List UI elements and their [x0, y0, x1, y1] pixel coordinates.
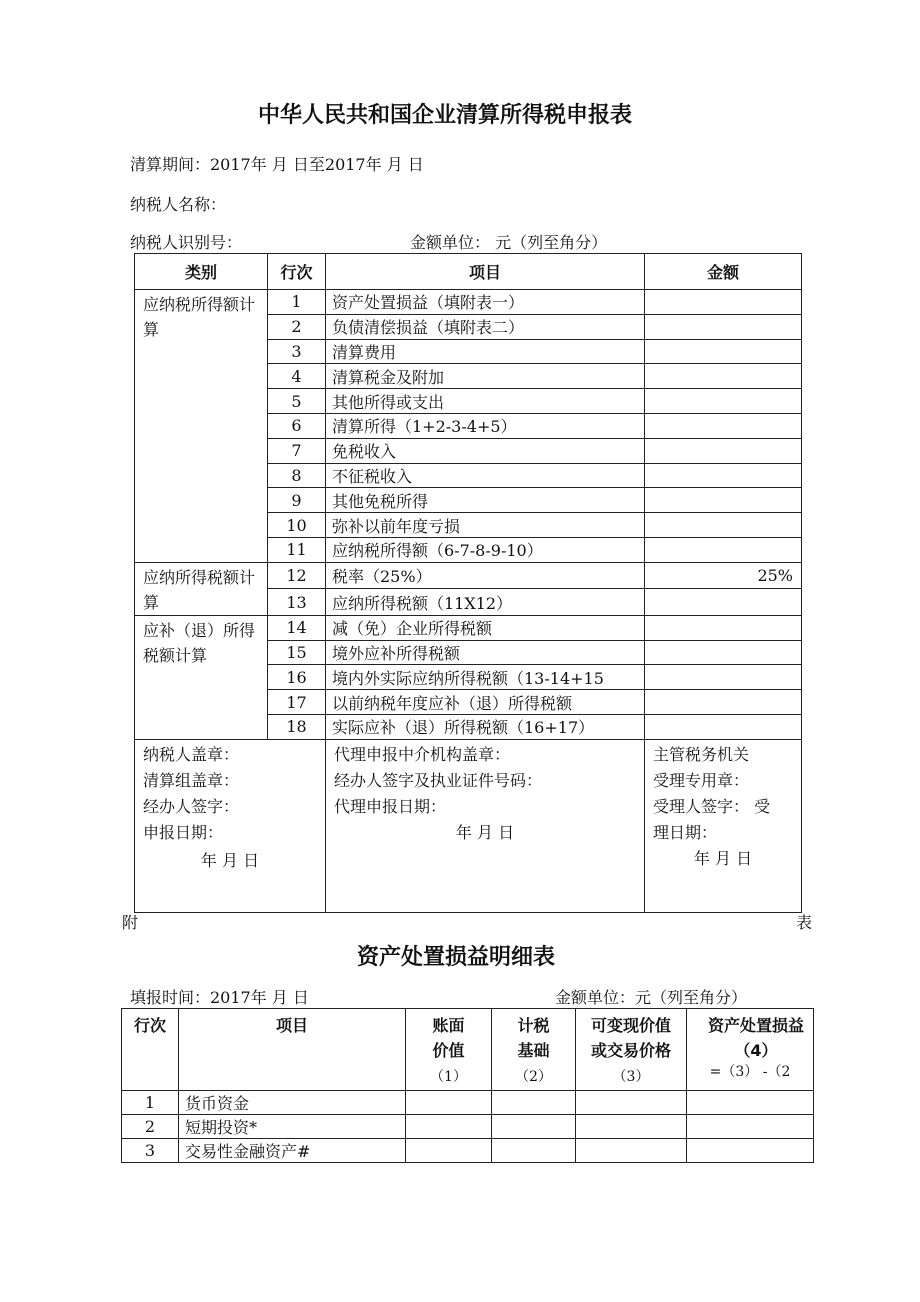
table-row — [122, 1115, 814, 1139]
amount-cell[interactable] — [645, 640, 802, 665]
row-item: 应纳税所得额（6-7-8-9-10） — [326, 537, 645, 562]
clearing-tax-table — [134, 253, 802, 913]
agent-date: 年 月 日 — [455, 822, 515, 842]
row-item: 其他免税所得 — [326, 488, 645, 513]
book-value-cell[interactable] — [406, 1139, 492, 1163]
acceptance-date-label: 理日期： — [653, 822, 718, 842]
row-item: 清算税金及附加 — [326, 364, 645, 389]
amount-cell[interactable] — [645, 589, 802, 616]
row-number: 4 — [268, 364, 326, 389]
row-item: 负债清偿损益（填附表二） — [326, 314, 645, 339]
header-row-number: 行次 — [122, 1009, 179, 1091]
amount-cell[interactable] — [645, 438, 802, 463]
amount-cell[interactable] — [645, 389, 802, 414]
header-realizable-value: 可变现价值或交易价格 （3） — [576, 1009, 687, 1091]
row-number: 15 — [268, 640, 326, 665]
disposal-gain-cell[interactable] — [687, 1115, 814, 1139]
header-book-value: 账面价值 （1） — [406, 1009, 492, 1091]
header-row-number: 行次 — [268, 254, 326, 290]
taxpayer-name-label: 纳税人名称： — [130, 195, 227, 214]
header-amount: 金额 — [645, 254, 802, 290]
taxpayer-id-label: 纳税人识别号： — [130, 233, 243, 252]
row-item: 清算所得（1+2-3-4+5） — [326, 413, 645, 438]
table-header-row — [122, 1009, 814, 1091]
tax-authority-block — [645, 739, 802, 912]
header-tax-basis: 计税基础 （2） — [492, 1009, 576, 1091]
amount-cell[interactable] — [645, 339, 802, 364]
row-item: 免税收入 — [326, 438, 645, 463]
row-number: 17 — [268, 690, 326, 715]
row-item: 不征税收入 — [326, 463, 645, 488]
agent-filing-date-label: 代理申报日期： — [334, 796, 447, 816]
realizable-value-cell[interactable] — [576, 1091, 687, 1115]
amount-cell[interactable] — [645, 665, 802, 690]
amount-cell[interactable] — [645, 690, 802, 715]
authority-date: 年 月 日 — [693, 848, 753, 868]
row-number: 18 — [268, 714, 326, 739]
disposal-gain-cell[interactable] — [687, 1091, 814, 1115]
row-number: 13 — [268, 589, 326, 616]
amount-cell[interactable] — [645, 314, 802, 339]
amount-cell[interactable]: 25% — [645, 562, 802, 589]
book-value-cell[interactable] — [406, 1091, 492, 1115]
acceptance-seal-label: 受理专用章： — [653, 770, 750, 790]
row-number: 9 — [268, 488, 326, 513]
main-form-title: 中华人民共和国企业清算所得税申报表 — [258, 103, 633, 128]
tax-basis-cell[interactable] — [492, 1091, 576, 1115]
table-row — [122, 1139, 814, 1163]
table-row — [135, 290, 802, 315]
row-number: 16 — [268, 665, 326, 690]
book-value-cell[interactable] — [406, 1115, 492, 1139]
handler-signature-label: 经办人签字： — [143, 796, 240, 816]
row-number: 1 — [122, 1091, 179, 1115]
signature-row — [135, 739, 802, 912]
agent-seal-label: 代理申报中介机构盖章： — [334, 744, 511, 764]
row-item: 境内外实际应纳所得税额（13-14+15 — [326, 665, 645, 690]
attachment-label-left: 附 — [122, 913, 139, 932]
row-item: 应纳所得税额（11X12） — [326, 589, 645, 616]
table-row — [135, 562, 802, 589]
amount-cell[interactable] — [645, 513, 802, 538]
row-number: 8 — [268, 463, 326, 488]
row-number: 6 — [268, 413, 326, 438]
row-number: 3 — [122, 1139, 179, 1163]
table-header-row — [135, 254, 802, 290]
category-cell: 应补（退）所得税额计算 — [135, 615, 268, 739]
tax-basis-cell[interactable] — [492, 1115, 576, 1139]
fill-time: 填报时间：2017年 月 日 — [130, 988, 309, 1007]
row-item: 其他所得或支出 — [326, 389, 645, 414]
row-number: 2 — [122, 1115, 179, 1139]
header-item: 项目 — [179, 1009, 406, 1091]
filing-date-label: 申报日期： — [143, 822, 224, 842]
row-number: 1 — [268, 290, 326, 315]
amount-cell[interactable] — [645, 488, 802, 513]
amount-cell[interactable] — [645, 364, 802, 389]
amount-cell[interactable] — [645, 463, 802, 488]
row-number: 10 — [268, 513, 326, 538]
row-number: 5 — [268, 389, 326, 414]
clearing-period: 清算期间：2017年 月 日至2017年 月 日 — [130, 155, 424, 174]
clearing-group-seal-label: 清算组盖章： — [143, 770, 240, 790]
realizable-value-cell[interactable] — [576, 1139, 687, 1163]
row-item: 货币资金 — [179, 1091, 406, 1115]
row-number: 12 — [268, 562, 326, 589]
table-row — [122, 1091, 814, 1115]
header-item: 项目 — [326, 254, 645, 290]
row-item: 清算费用 — [326, 339, 645, 364]
row-item: 实际应补（退）所得税额（16+17） — [326, 714, 645, 739]
detail-amount-unit: 金额单位：元（列至角分） — [555, 988, 748, 1007]
disposal-gain-cell[interactable] — [687, 1139, 814, 1163]
row-item: 短期投资* — [179, 1115, 406, 1139]
amount-cell[interactable] — [645, 413, 802, 438]
row-number: 7 — [268, 438, 326, 463]
amount-cell[interactable] — [645, 290, 802, 315]
row-item: 以前纳税年度应补（退）所得税额 — [326, 690, 645, 715]
tax-basis-cell[interactable] — [492, 1139, 576, 1163]
row-item: 弥补以前年度亏损 — [326, 513, 645, 538]
row-item: 税率（25%） — [326, 562, 645, 589]
row-number: 14 — [268, 615, 326, 640]
amount-cell[interactable] — [645, 615, 802, 640]
row-item: 减（免）企业所得税额 — [326, 615, 645, 640]
row-item: 境外应补所得税额 — [326, 640, 645, 665]
asset-disposal-table — [121, 1008, 814, 1163]
header-disposal-gain-loss: 资产处置损益（4） =（3） -（2 — [687, 1009, 814, 1091]
row-number: 11 — [268, 537, 326, 562]
acceptor-signature-label: 受理人签字： 受 — [653, 796, 771, 816]
attachment-label-right: 表 — [796, 913, 813, 932]
agent-signature-block — [326, 739, 645, 912]
detail-form-title: 资产处置损益明细表 — [357, 945, 556, 970]
authority-label: 主管税务机关 — [653, 744, 750, 764]
amount-unit-label: 金额单位： 元（列至角分） — [410, 233, 608, 252]
category-cell: 应纳税所得额计算 — [135, 290, 268, 563]
row-number: 3 — [268, 339, 326, 364]
taxpayer-seal-label: 纳税人盖章： — [143, 744, 240, 764]
amount-cell[interactable] — [645, 537, 802, 562]
table-row — [135, 615, 802, 640]
header-category: 类别 — [135, 254, 268, 290]
taxpayer-date: 年 月 日 — [200, 850, 260, 870]
row-item: 资产处置损益（填附表一） — [326, 290, 645, 315]
amount-cell[interactable] — [645, 714, 802, 739]
category-cell: 应纳所得税额计算 — [135, 562, 268, 615]
agent-handler-label: 经办人签字及执业证件号码： — [334, 770, 543, 790]
row-item: 交易性金融资产# — [179, 1139, 406, 1163]
realizable-value-cell[interactable] — [576, 1115, 687, 1139]
taxpayer-signature-block — [135, 739, 326, 912]
row-number: 2 — [268, 314, 326, 339]
